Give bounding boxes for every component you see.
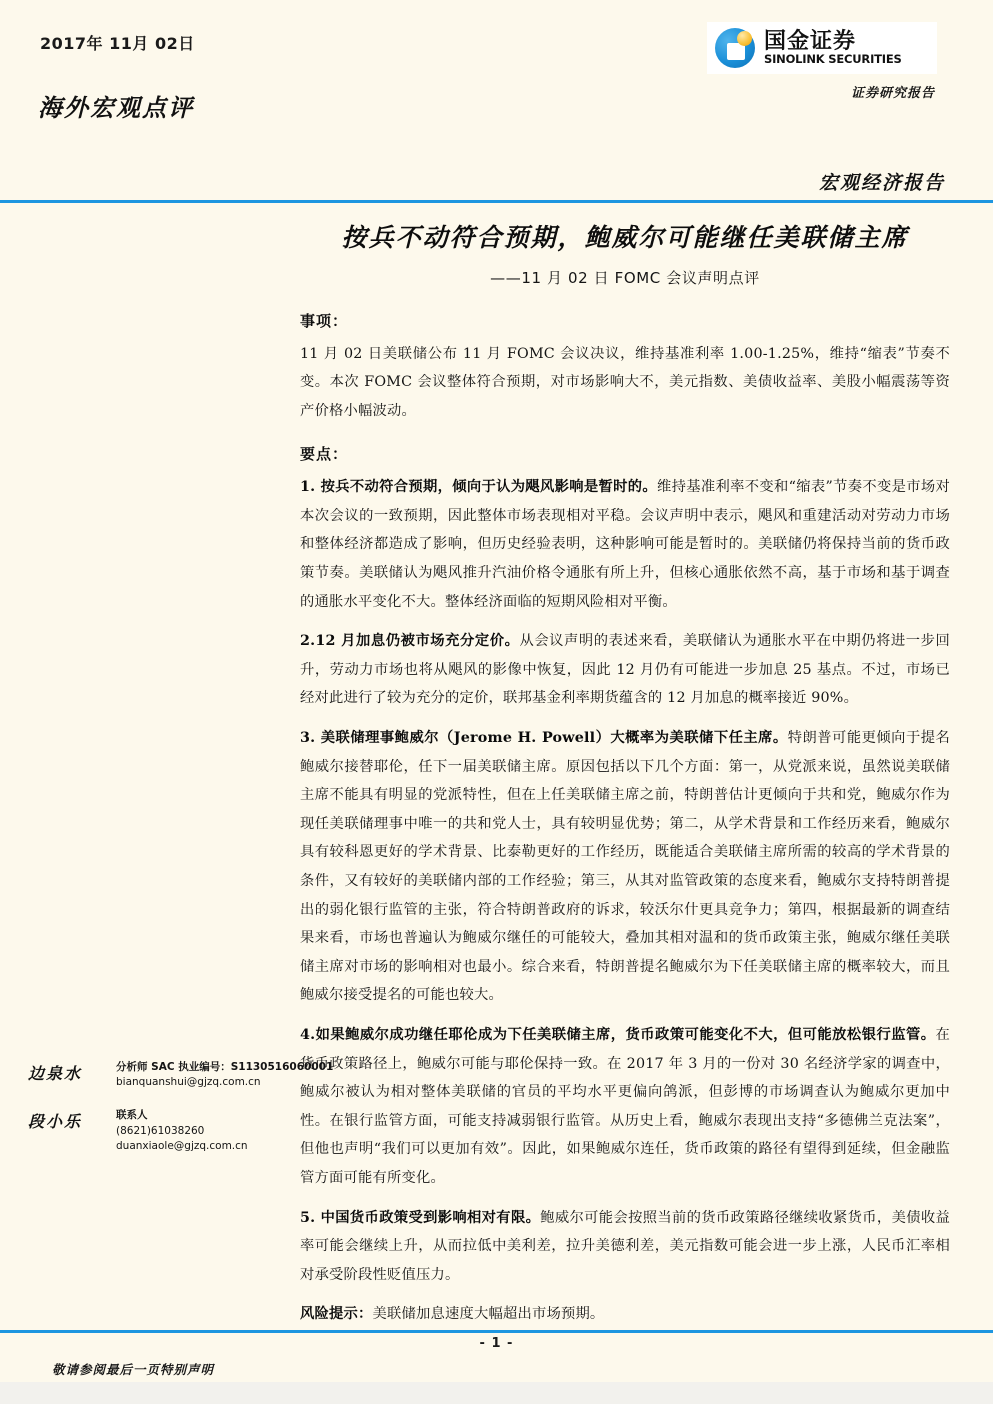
company-logo (707, 22, 937, 74)
key-point-5-lead: 5. 中国货币政策受到影响相对有限。 (300, 1209, 541, 1226)
key-point-4-lead: 4.如果鲍威尔成功继任耶伦成为下任美联储主席，货币政策可能变化不大，但可能放松银行监管。 (300, 1026, 936, 1043)
event-paragraph: 11 月 02 日美联储公布 11 月 FOMC 会议决议，维持基准利率 1.00-1.25%，维持“缩表”节奏不变。本次 FOMC 会议整体符合预期，对市场影响大不，美元指数、美债收益率、美股小幅震荡等资产价格小幅波动。 (300, 345, 950, 419)
analyst-details (116, 1108, 248, 1154)
footer-disclaimer: 敬请参阅最后一页特别声明 (52, 1362, 215, 1377)
report-series-label: 宏观经济报告 (818, 172, 945, 194)
logo-name-en: SINOLINK SECURITIES (764, 51, 902, 66)
key-point-3 (300, 724, 950, 1010)
page-number: - 1 - (479, 1336, 514, 1351)
page-header (0, 0, 993, 200)
risk-warning-label: 风险提示： (300, 1306, 373, 1323)
key-point-1 (300, 473, 950, 616)
logo-dot-shape (737, 31, 752, 46)
key-point-3-body: 特朗普可能更倾向于提名鲍威尔接替耶伦，任下一届美联储主席。原因包括以下几个方面：第一，从党派来说，虽然说美联储主席不能具有明显的党派特性，但在上任美联储主席之前，特朗普估计更倾向于共和党，鲍威尔作为现任美联储理事中唯一的共和党人士，具有较明显优势；第二，从学术背景和工作经历来看，鲍威尔具有较科恩更好的学术背景、比泰勒更好的工作经历，既能适合美联储主席所需的较高的学术背景的条件，又有较好的美联储内部的工作经验；第三，从其对监管政策的态度来看，鲍威尔支持特朗普提出的弱化银行监管的主张，符合特朗普政府的诉求，较沃尔什更具竞争力；第四，根据最新的调查结果来看，市场也普遍认为鲍威尔继任的可能较大，叠加其相对温和的货币政策主张，鲍威尔继任美联储主席对市场的影响相对也最小。综合来看，特朗普提名鲍威尔为下任美联储主席的概率较大，而且鲍威尔接受提名的可能也较大。 (300, 730, 950, 1004)
page-title: 按兵不动符合预期，鲍威尔可能继任美联储主席 (341, 223, 909, 252)
risk-warning (300, 1300, 950, 1329)
document-category: 海外宏观点评 (38, 93, 194, 122)
key-point-1-body: 维持基准利率不变和“缩表”节奏不变是市场对本次会议的一致预期，因此整体市场表现相对平稳。会议声明中表示，飓风和重建活动对劳动力市场和整体经济都造成了影响，但历史经验表明，这种影响可能是暂时的。美联储仍将保持当前的货币政策节奏。美联储认为飓风推升汽油价格令通胀有所上升，但核心通胀依然不高，基于市场和基于调查的通胀水平变化不大。整体经济面临的短期风险相对平衡。 (300, 479, 950, 610)
key-point-2-lead: 2.12 月加息仍被市场充分定价。 (300, 633, 520, 650)
analyst-phone: (8621)61038260 (116, 1124, 205, 1137)
event-section-label: 事项： (300, 311, 349, 330)
analyst-email[interactable]: duanxiaole@gjzq.com.cn (116, 1139, 248, 1152)
sinolink-logo-icon (713, 26, 757, 70)
analyst-role: 联系人 (116, 1109, 148, 1122)
footer-divider (0, 1330, 993, 1333)
report-body (300, 222, 950, 1340)
key-point-4 (300, 1021, 950, 1193)
risk-warning-body: 美联储加息速度大幅超出市场预期。 (372, 1306, 605, 1323)
key-point-5-body: 鲍威尔可能会按照当前的货币政策路径继续收紧货币，美债收益率可能会继续上升，从而拉低中美利差，拉升美德利差，美元指数可能会进一步上涨，人民币汇率相对承受阶段性贬值压力。 (300, 1209, 950, 1283)
key-point-3-lead: 3. 美联储理事鲍威尔（Jerome H. Powell）大概率为美联储下任主席。 (300, 730, 788, 747)
points-section-label: 要点： (300, 445, 349, 464)
analyst-entry (28, 1060, 334, 1090)
analyst-name: 段小乐 (28, 1112, 83, 1132)
header-divider (0, 200, 993, 203)
analyst-email[interactable]: bianquanshui@gjzq.com.cn (116, 1076, 261, 1089)
analyst-name: 边泉水 (28, 1064, 83, 1083)
key-point-1-lead: 1. 按兵不动符合预期，倾向于认为飓风影响是暂时的。 (300, 479, 657, 496)
key-point-5 (300, 1204, 950, 1290)
analyst-role: 分析师 SAC 执业编号：S1130516060001 (116, 1061, 334, 1073)
logo-name-cn: 国金证券 (764, 28, 857, 54)
document-date: 2017年 11月 02日 (40, 34, 195, 53)
logo-wordmark (764, 30, 902, 67)
analyst-entry (28, 1108, 290, 1154)
key-point-2-body: 从会议声明的表述来看，美联储认为通胀水平在中期仍将进一步回升，劳动力市场也将从飓风的影像中恢复，因此 12 月仍有可能进一步加息 25 基点。不过，市场已经对此进行了较为充分的定价，联邦基金利率期货蕴含的 12 月加息的概率接近 90%。 (300, 633, 951, 707)
key-point-4-body: 在货币政策路径上，鲍威尔可能与耶伦保持一致。在 2017 年 3 月的一份对 30 名经济学家的调查中，鲍威尔被认为相对整体美联储的官员的平均水平更偏向鸽派，但彭博的市场调查认为鲍威尔更加中性。在银行监管方面，可能支持减弱银行监管。从历史上看，鲍威尔表现出支持“多德佛兰克法案”，但他也声明“我们可以更加有效”。因此，如果鲍威尔连任，货币政策的路径有望得到延续，但金融监管方面可能有所变化。 (300, 1026, 950, 1186)
report-kind-label: 证券研究报告 (850, 86, 935, 101)
page-subtitle: ——11 月 02 日 FOMC 会议声明点评 (490, 268, 760, 287)
analyst-sidebar (28, 1060, 334, 1172)
key-point-2 (300, 627, 950, 713)
page-outside-area (0, 1382, 993, 1404)
